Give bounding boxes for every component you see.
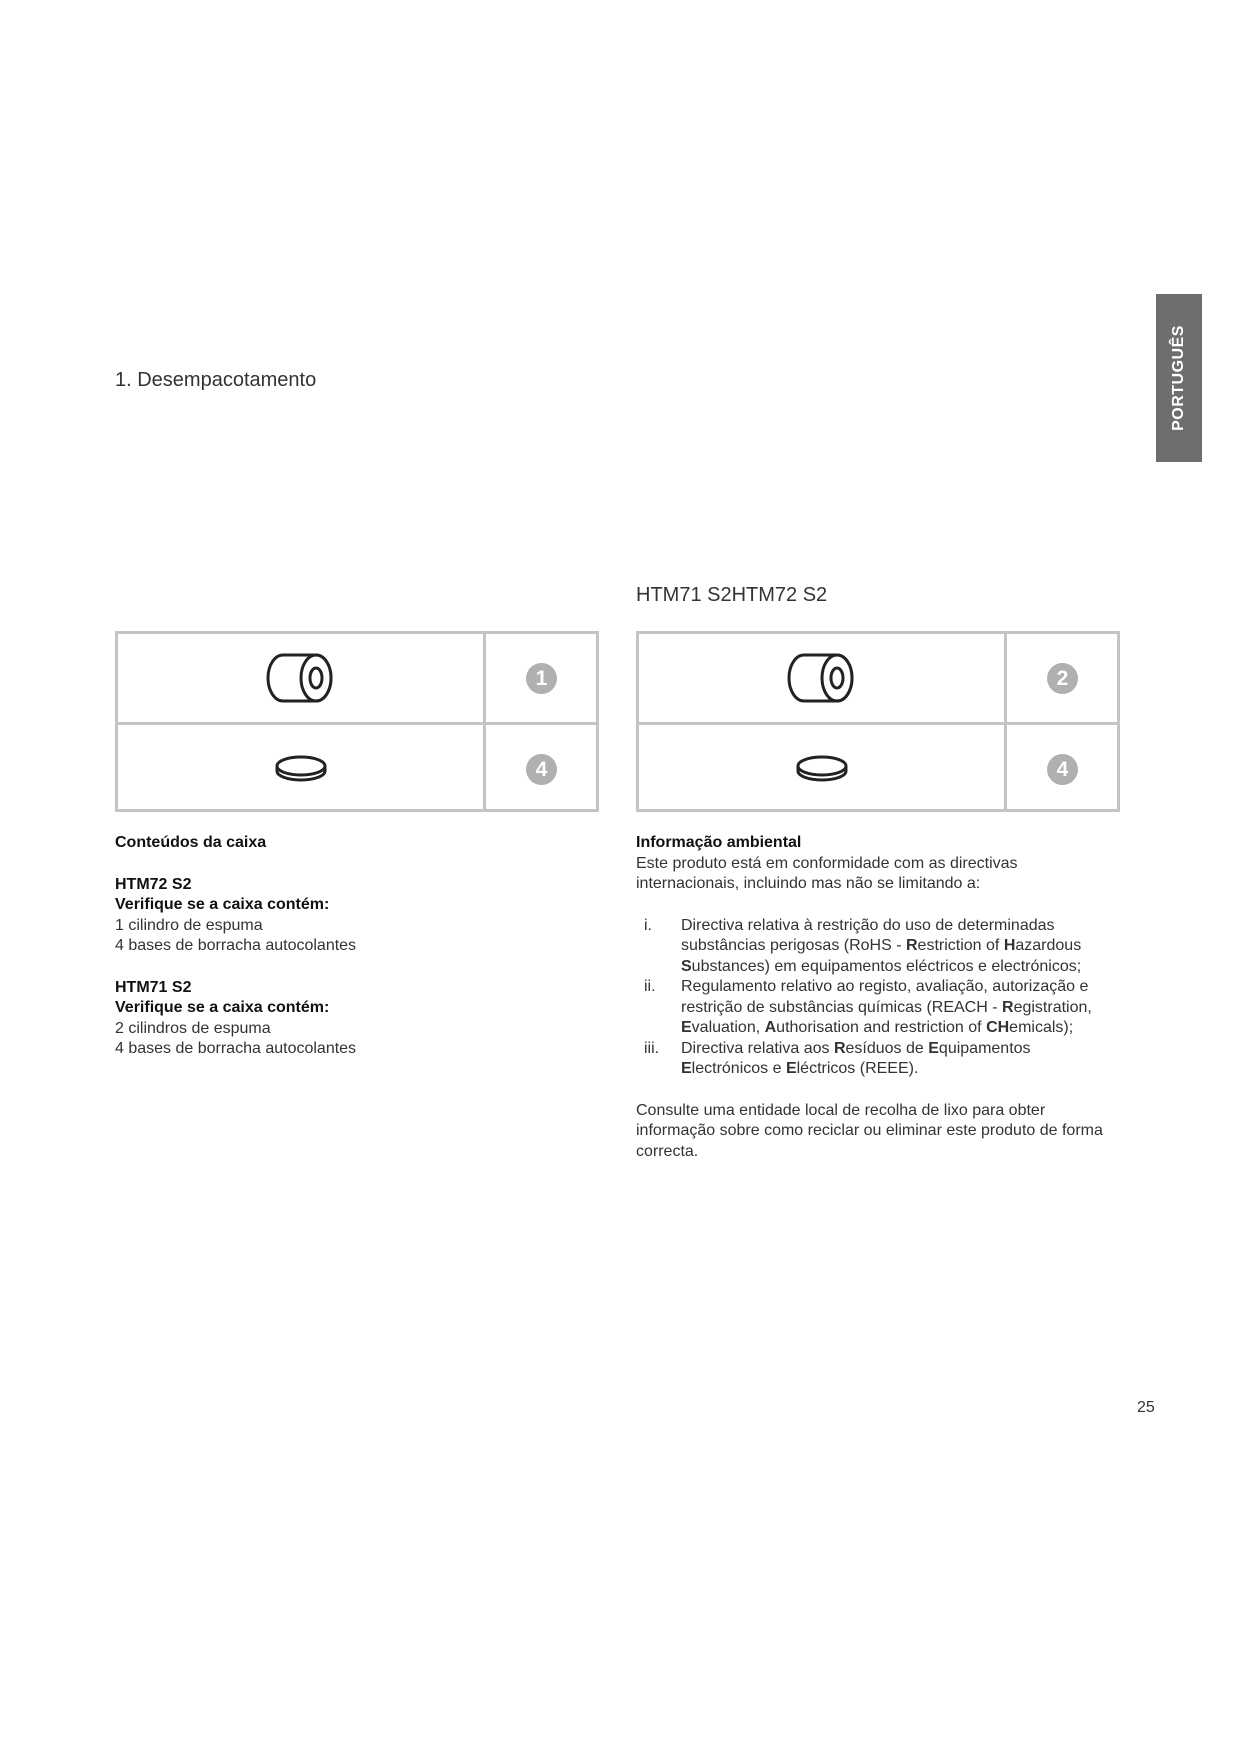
cell-illustration: [118, 725, 486, 812]
language-tab: [1156, 294, 1202, 462]
quantity-badge: 4: [526, 754, 557, 785]
table-row: [118, 725, 596, 812]
list-item: 2 cilindros de espuma: [115, 1019, 271, 1037]
foam-cylinder-icon: [266, 651, 336, 705]
cell-illustration: [639, 725, 1007, 812]
quantity-badge: 1: [526, 663, 557, 694]
cell-illustration: [118, 634, 486, 722]
list-item: 4 bases de borracha autocolantes: [115, 1040, 357, 1057]
environmental-info: [636, 833, 1116, 1162]
htm71-model: HTM71 S2: [115, 978, 192, 996]
htm71-check: Verifique se a caixa contém:: [115, 999, 330, 1016]
foam-cylinder-icon: [787, 651, 857, 705]
rubber-foot-icon: [794, 754, 850, 784]
cell-quantity: [486, 725, 596, 812]
environment-closing: Consulte uma entidade local de recolha de lixo para obter informação sobre como reciclar ou eliminar este produto de forma correcta.: [636, 1101, 1103, 1160]
table-row: [118, 634, 596, 725]
directive-number: iii.: [644, 1039, 660, 1057]
parts-table-htm71: [636, 631, 1120, 812]
htm72-model: HTM72 S2: [115, 875, 192, 893]
models-title: HTM71 S2HTM72 S2: [636, 584, 828, 606]
environment-heading: Informação ambiental: [636, 834, 802, 851]
directive-number: i.: [644, 916, 652, 934]
quantity-badge: 2: [1047, 663, 1078, 694]
table-row: [639, 725, 1117, 812]
cell-illustration: [639, 634, 1007, 722]
box-contents-heading: Conteúdos da caixa: [115, 834, 267, 851]
directive-number: ii.: [644, 978, 656, 995]
htm72-check: Verifique se a caixa contém:: [115, 896, 330, 913]
environment-intro: Este produto está em conformidade com as directivas internacionais, incluindo mas não se limitando a:: [636, 854, 1018, 892]
table-row: [639, 634, 1117, 725]
quantity-badge: 4: [1047, 754, 1078, 785]
parts-table-htm72: [115, 631, 599, 812]
cell-quantity: [486, 634, 596, 722]
directive-item: iii. Directiva relativa aos Resíduos de Equipamentos Electrónicos e Eléctricos (REEE).: [644, 1039, 1031, 1077]
cell-quantity: [1007, 634, 1117, 722]
section-title: 1. Desempacotamento: [115, 369, 317, 391]
directive-item: ii. Regulamento relativo ao registo, avaliação, autorização e restrição de substâncias químicas (REACH - Registration, Evaluation, Authorisation and restriction of CHemicals);: [644, 978, 1092, 1036]
list-item: 1 cilindro de espuma: [115, 916, 263, 934]
cell-quantity: [1007, 725, 1117, 812]
box-contents: [115, 833, 595, 1060]
directive-item: i. Directiva relativa à restrição do uso de determinadas substâncias perigosas (RoHS - Restriction of Hazardous Substances) em equipamentos eléctricos e electrónicos;: [644, 916, 1082, 975]
rubber-foot-icon: [273, 754, 329, 784]
language-tab-label: PORTUGUÊS: [1170, 325, 1187, 431]
page-number: 25: [1137, 1399, 1155, 1416]
list-item: 4 bases de borracha autocolantes: [115, 937, 357, 954]
